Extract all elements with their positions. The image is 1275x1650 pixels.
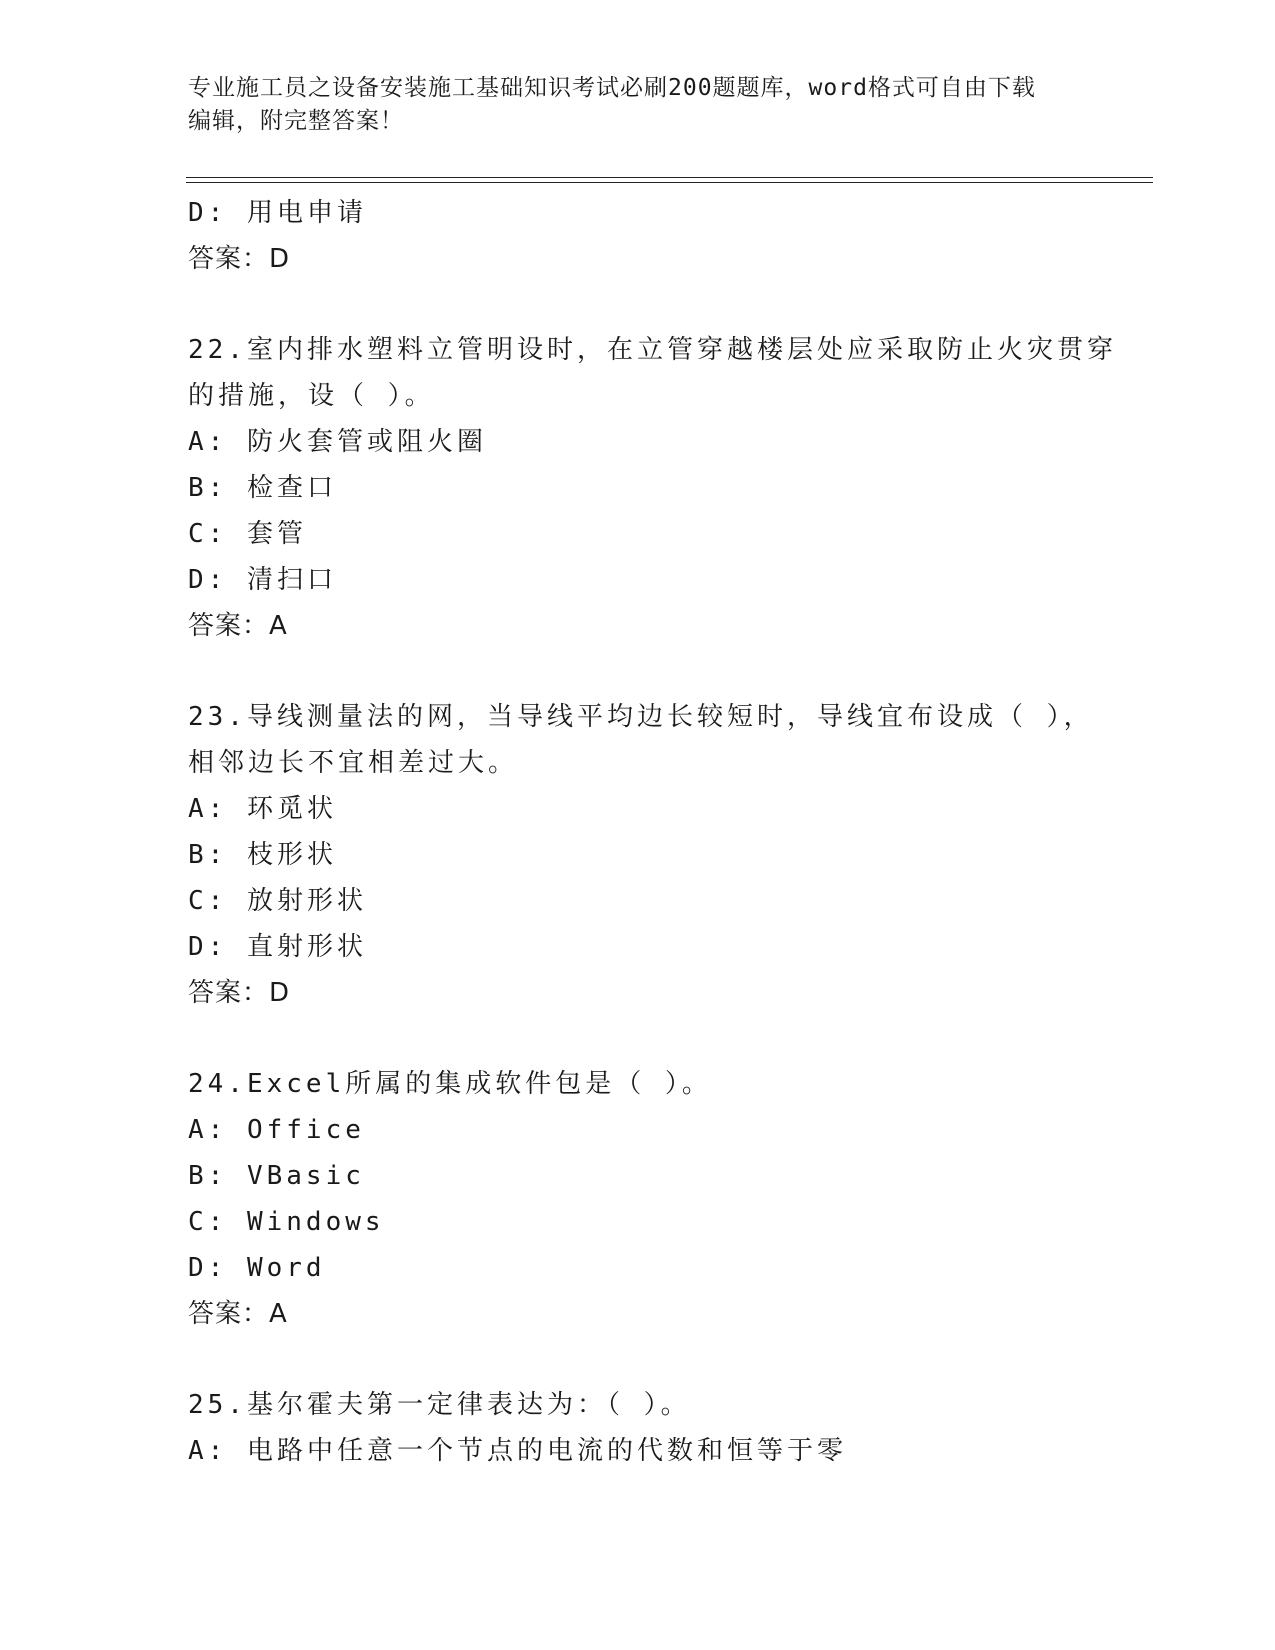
option-d: D: Word <box>188 1253 326 1283</box>
header-line-2: 编辑，附完整答案！ <box>188 108 404 134</box>
option-b: B: 检查口 <box>188 473 337 503</box>
spacer <box>188 649 1088 694</box>
answer-line: 答案：A <box>188 1299 288 1329</box>
option-a: A: Office <box>188 1115 365 1145</box>
header-line-1: 专业施工员之设备安装施工基础知识考试必刷200题题库，word格式可自由下载 <box>188 75 1036 101</box>
header-divider-top <box>186 177 1153 178</box>
option-b: B: VBasic <box>188 1161 365 1191</box>
answer-line: 答案：A <box>188 611 288 641</box>
question-stem-line-1: 24.Excel所属的集成软件包是（ ）。 <box>188 1069 712 1099</box>
header-divider-bottom <box>186 182 1153 183</box>
option-a: A: 环觅状 <box>188 794 337 824</box>
question-stem-line-1: 22.室内排水塑料立管明设时，在立管穿越楼层处应采取防止火灾贯穿 <box>188 335 1117 365</box>
option-d: D: 清扫口 <box>188 565 337 595</box>
option-c: C: 放射形状 <box>188 886 367 916</box>
answer-line: 答案：D <box>188 244 291 274</box>
spacer <box>188 1016 1088 1061</box>
option-a: A: 防火套管或阻火圈 <box>188 427 487 457</box>
spacer <box>188 1337 1088 1382</box>
option-c: C: Windows <box>188 1207 385 1237</box>
option-c: C: 套管 <box>188 519 307 549</box>
option-b: B: 枝形状 <box>188 840 337 870</box>
question-22 <box>188 327 1117 649</box>
answer-line: 答案：D <box>188 978 291 1008</box>
question-25 <box>188 1382 1088 1474</box>
option-a: A: 电路中任意一个节点的电流的代数和恒等于零 <box>188 1436 847 1466</box>
prev-question-tail <box>188 190 1088 282</box>
question-23 <box>188 694 1094 1016</box>
question-stem-line-1: 25.基尔霍夫第一定律表达为：（ ）。 <box>188 1390 691 1420</box>
spacer <box>188 282 1088 327</box>
option-d: D: 直射形状 <box>188 932 367 962</box>
question-stem-line-2: 相邻边长不宜相差过大。 <box>188 748 519 778</box>
question-24 <box>188 1061 1088 1337</box>
question-list <box>188 190 1117 1474</box>
question-stem-line-1: 23.导线测量法的网，当导线平均边长较短时，导线宜布设成（ ）， <box>188 702 1094 732</box>
option-d: D: 用电申请 <box>188 198 367 228</box>
document-header <box>188 72 1088 138</box>
question-stem-line-2: 的措施，设（ ）。 <box>188 381 435 411</box>
